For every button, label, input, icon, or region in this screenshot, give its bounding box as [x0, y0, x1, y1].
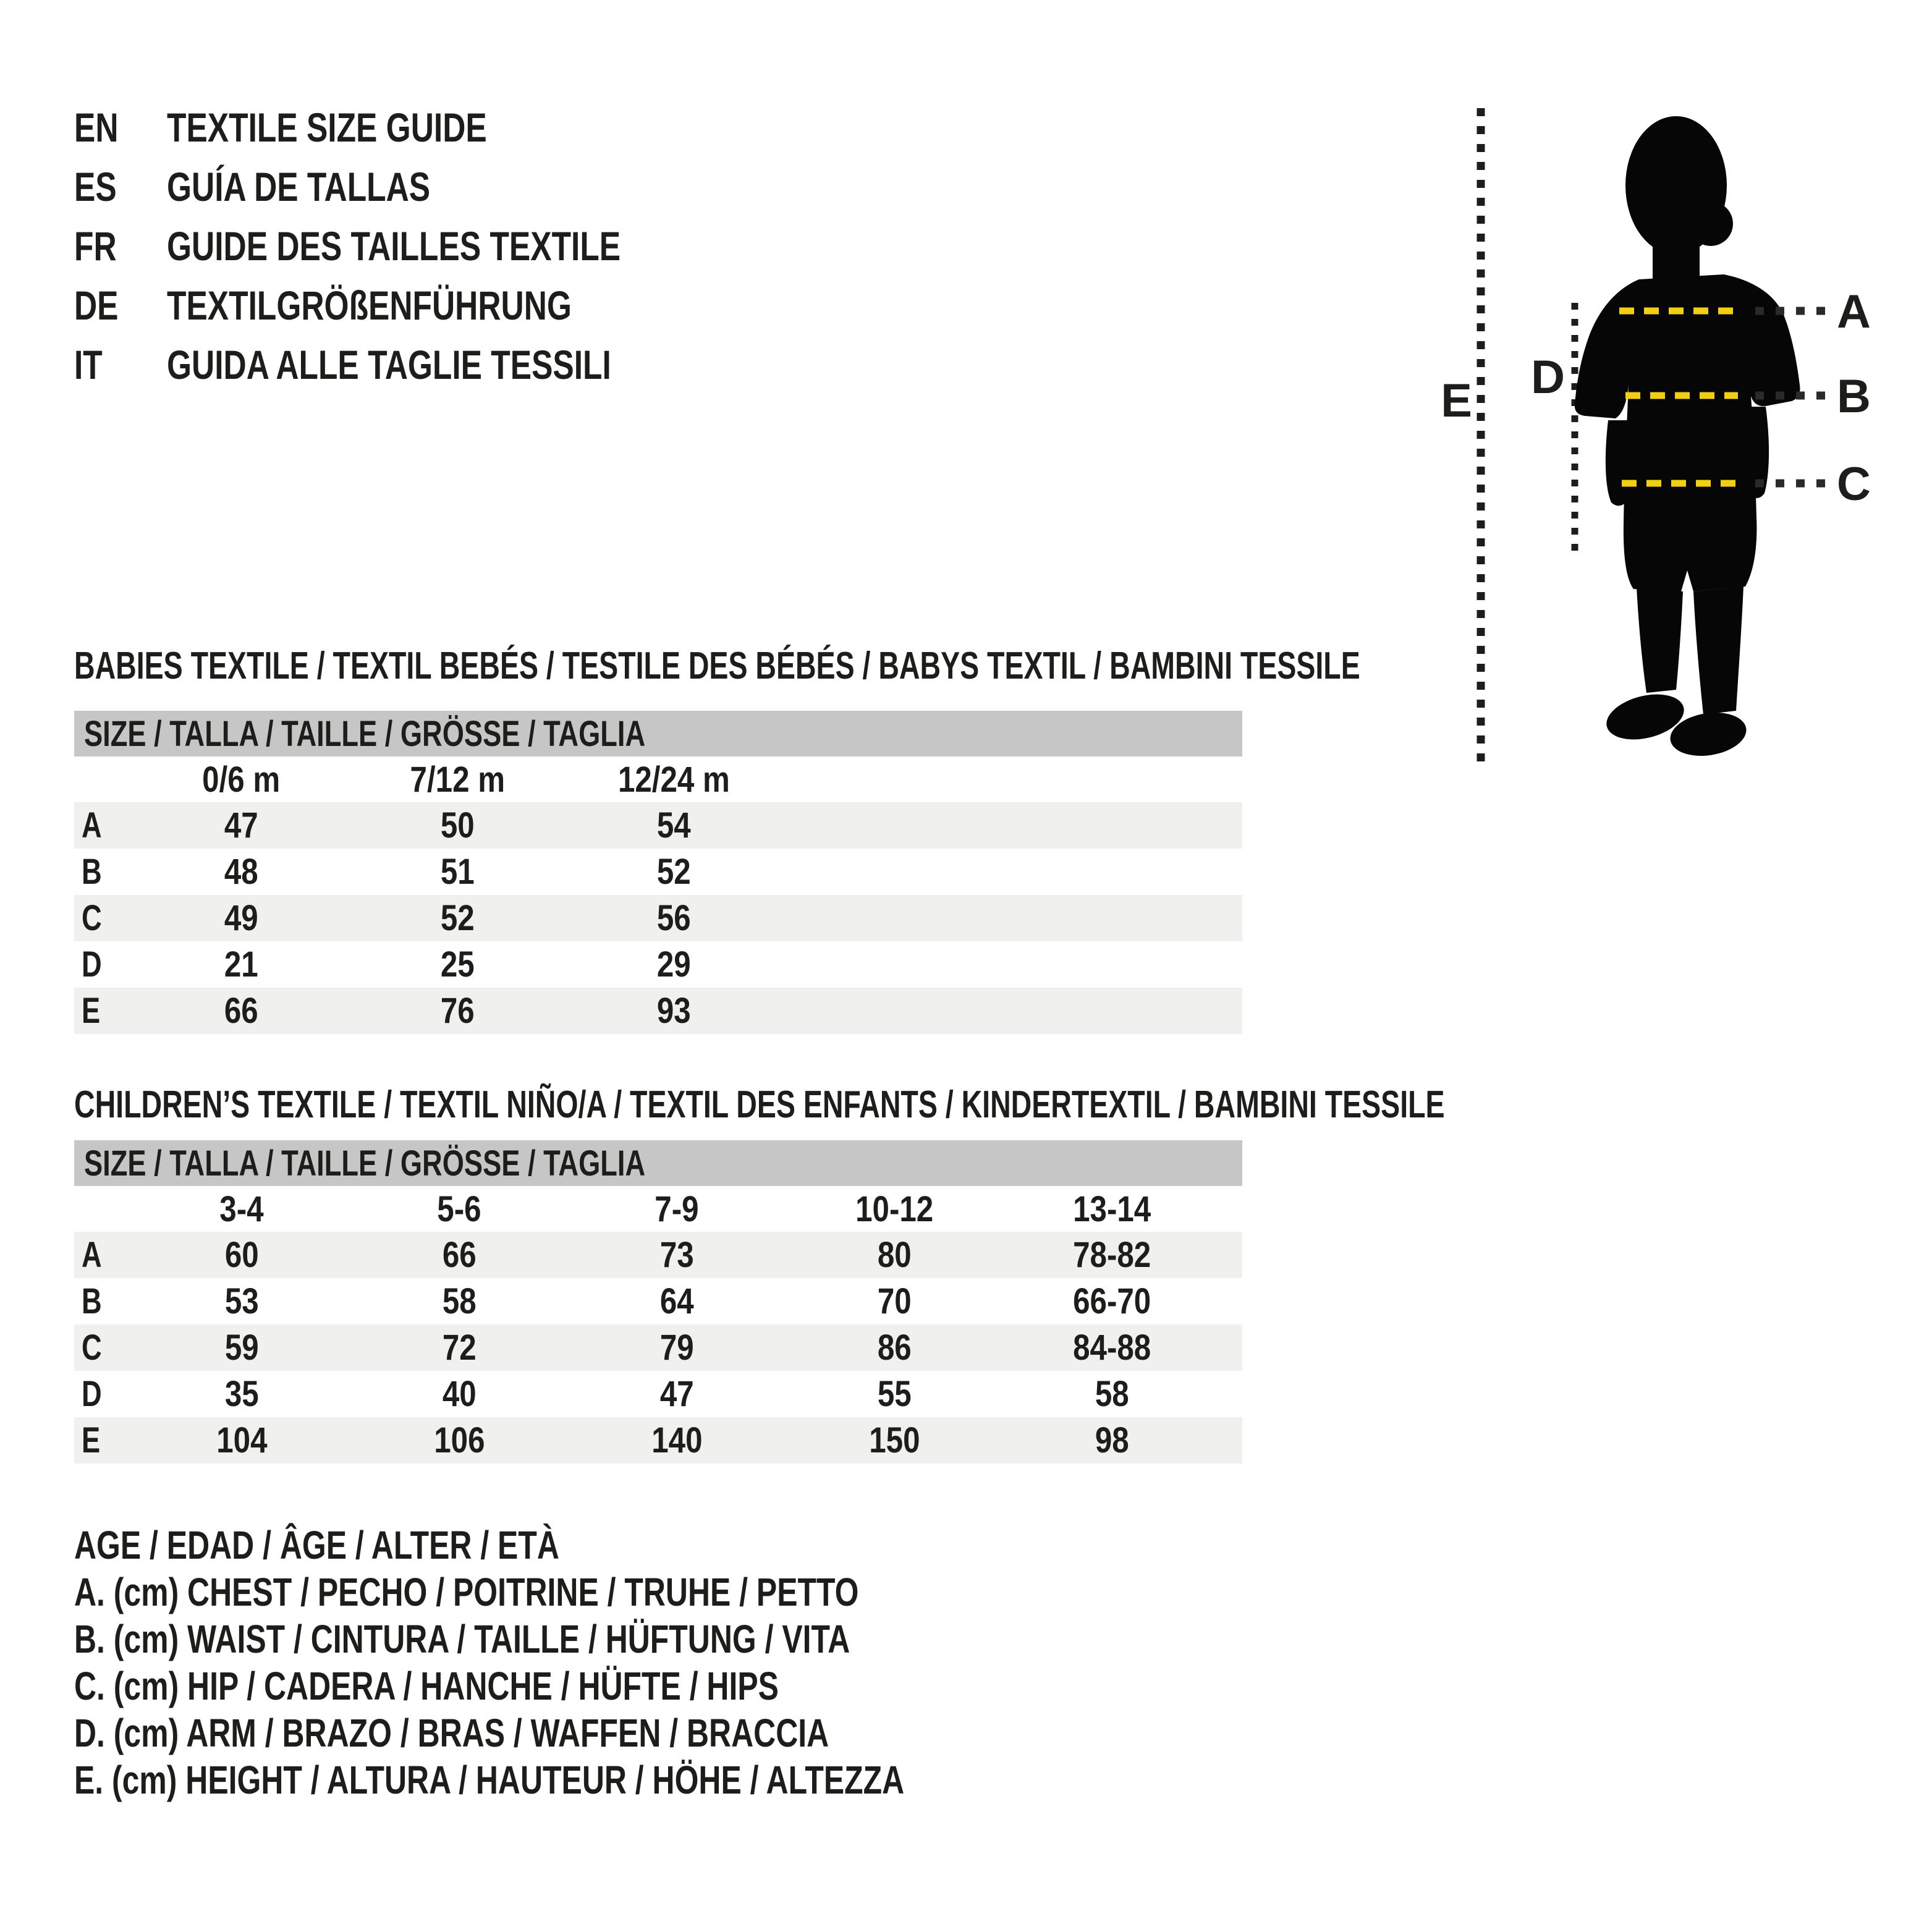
value-cell: [566, 944, 782, 985]
row-label-text: D: [82, 1374, 102, 1414]
value-cell: [786, 1373, 1003, 1415]
babies-row-a: [74, 802, 1242, 849]
row-label-text: A: [82, 1235, 102, 1275]
value-cell: [350, 1234, 568, 1276]
children-row-d: [74, 1371, 1242, 1417]
value-cell: [568, 1373, 786, 1415]
column-header-text: 7/12 m: [410, 759, 505, 800]
value-cell: [786, 1420, 1003, 1461]
language-code: [74, 216, 167, 276]
value-text: 35: [224, 1374, 259, 1414]
value-cell: [786, 1234, 1003, 1276]
value-text: 52: [440, 898, 475, 938]
row-label: [74, 1234, 133, 1276]
column-header-text: 13-14: [1072, 1188, 1151, 1229]
value-cell: [350, 1373, 568, 1415]
column-header-text: 7-9: [655, 1188, 699, 1229]
value-cell: [568, 1420, 786, 1461]
legend-line-text: B. (cm) WAIST / CINTURA / TAILLE / HÜFTUNG / VITA: [74, 1617, 850, 1661]
children-column-header-row: [74, 1186, 1242, 1232]
row-label-text: D: [82, 944, 102, 985]
legend-line-text: D. (cm) ARM / BRAZO / BRAS / WAFFEN / BRACCIA: [74, 1711, 829, 1755]
value-cell: [568, 1281, 786, 1322]
language-code-text: DE: [74, 282, 119, 328]
babies-row-e: [74, 988, 1242, 1034]
language-code: [74, 335, 167, 394]
value-cell: [566, 805, 782, 846]
value-text: 64: [659, 1281, 694, 1321]
value-cell: [566, 990, 782, 1032]
language-code-text: FR: [74, 223, 117, 269]
legend-line-hip: [74, 1663, 1138, 1710]
value-cell: [133, 1420, 350, 1461]
measurement-legend: [74, 1522, 1138, 1803]
value-cell: [133, 1373, 350, 1415]
column-header-text: 3-4: [219, 1188, 264, 1229]
column-header-text: 0/6 m: [201, 759, 281, 800]
babies-table-header-bar: [74, 711, 1242, 756]
children-row-b: [74, 1278, 1242, 1324]
value-text: 54: [656, 805, 691, 845]
value-text: 78-82: [1072, 1235, 1151, 1275]
row-label-text: B: [82, 1281, 102, 1321]
measure-label-e: E: [1441, 375, 1472, 427]
children-column-header-2: [568, 1188, 786, 1230]
value-text: 58: [442, 1281, 477, 1321]
silhouette-hair: [1688, 201, 1733, 246]
language-code: [74, 157, 167, 216]
language-row-es: [74, 157, 748, 216]
language-code-text: EN: [74, 104, 119, 150]
column-header-text: 12/24 m: [617, 759, 730, 800]
legend-line-age: [74, 1522, 1138, 1569]
value-cell: [1003, 1327, 1221, 1368]
babies-column-header-1: [349, 759, 566, 800]
language-code-text: IT: [74, 342, 103, 388]
value-text: 86: [877, 1328, 912, 1368]
value-cell: [350, 1281, 568, 1322]
value-cell: [133, 1327, 350, 1368]
children-column-header-4: [1003, 1188, 1221, 1230]
guide-title: [167, 157, 504, 216]
babies-section-title: [74, 644, 1789, 688]
value-text: 66-70: [1072, 1281, 1151, 1321]
arm-measure-line-d: [1531, 303, 1575, 553]
value-cell: [349, 990, 566, 1032]
value-text: 29: [656, 944, 691, 985]
babies-column-header-2: [566, 759, 782, 800]
value-text: 55: [877, 1374, 912, 1414]
value-text: 50: [440, 805, 475, 845]
row-label: [74, 944, 133, 985]
legend-line-text: AGE / EDAD / ÂGE / ALTER / ETÀ: [74, 1523, 559, 1567]
children-row-e: [74, 1417, 1242, 1464]
guide-title: [167, 276, 686, 335]
guide-title-text: GUÍA DE TALLAS: [167, 164, 431, 210]
language-row-fr: [74, 216, 748, 276]
children-column-header-3: [786, 1188, 1003, 1230]
value-cell: [786, 1327, 1003, 1368]
value-cell: [568, 1234, 786, 1276]
value-cell: [786, 1281, 1003, 1322]
row-label: [74, 1327, 133, 1368]
value-text: 140: [651, 1420, 703, 1460]
row-label: [74, 1373, 133, 1415]
babies-section-title-text: BABIES TEXTILE / TEXTIL BEBÉS / TESTILE DES BÉBÉS / BABYS TEXTIL / BAMBINI TESSILE: [74, 645, 1360, 687]
legend-line-text: E. (cm) HEIGHT / ALTURA / HAUTEUR / HÖHE / ALTEZZA: [74, 1758, 905, 1802]
guide-title: [167, 98, 577, 157]
value-text: 48: [224, 852, 258, 892]
value-cell: [133, 990, 349, 1032]
value-cell: [1003, 1420, 1221, 1461]
value-cell: [133, 944, 349, 985]
children-column-header-1: [350, 1188, 568, 1230]
legend-line-text: C. (cm) HIP / CADERA / HANCHE / HÜFTE / HIPS: [74, 1664, 779, 1708]
children-size-header-text: SIZE / TALLA / TAILLE / GRÖSSE / TAGLIA: [84, 1143, 646, 1184]
legend-line-chest: [74, 1569, 1138, 1616]
language-code-text: ES: [74, 164, 117, 210]
guide-title-text: GUIDE DES TAILLES TEXTILE: [167, 223, 621, 269]
value-text: 79: [659, 1328, 694, 1368]
value-text: 70: [877, 1281, 912, 1321]
language-row-it: [74, 335, 748, 394]
children-section-title-text: CHILDREN’S TEXTILE / TEXTIL NIÑO/A / TEXTIL DES ENFANTS / KINDERTEXTIL / BAMBINI TESSILE: [74, 1083, 1445, 1126]
language-code: [74, 276, 167, 335]
babies-size-header-text: SIZE / TALLA / TAILLE / GRÖSSE / TAGLIA: [84, 713, 646, 754]
guide-title-text: GUIDA ALLE TAGLIE TESSILI: [167, 342, 611, 388]
value-text: 49: [224, 898, 258, 938]
column-header-text: 10-12: [855, 1188, 934, 1229]
guide-title: [167, 216, 748, 276]
legend-line-arm: [74, 1710, 1138, 1756]
value-text: 40: [442, 1374, 477, 1414]
row-label: [74, 1281, 133, 1322]
guide-title-text: TEXTILE SIZE GUIDE: [167, 104, 487, 150]
value-text: 73: [659, 1235, 694, 1275]
value-text: 106: [433, 1420, 485, 1460]
value-text: 84-88: [1072, 1328, 1151, 1368]
value-cell: [1003, 1281, 1221, 1322]
row-label-text: C: [82, 1328, 102, 1368]
legend-line-waist: [74, 1616, 1138, 1663]
value-text: 98: [1095, 1420, 1129, 1460]
language-row-en: [74, 98, 748, 157]
children-column-header-0: [133, 1188, 350, 1230]
measure-label-b: B: [1837, 370, 1871, 423]
value-text: 76: [440, 991, 475, 1031]
value-text: 58: [1095, 1374, 1129, 1414]
guide-title: [167, 335, 737, 394]
value-text: 60: [224, 1235, 259, 1275]
language-code: [74, 98, 167, 157]
babies-row-d: [74, 941, 1242, 988]
value-text: 150: [868, 1420, 920, 1460]
value-cell: [349, 897, 566, 939]
value-text: 53: [224, 1281, 259, 1321]
row-label-text: E: [82, 991, 101, 1031]
value-text: 21: [224, 944, 258, 985]
row-label: [74, 897, 133, 939]
value-cell: [133, 805, 349, 846]
legend-line-height: [74, 1756, 1138, 1803]
value-cell: [133, 897, 349, 939]
guide-title-text: TEXTILGRÖßENFÜHRUNG: [167, 282, 572, 328]
row-label-text: B: [82, 852, 102, 892]
value-text: 56: [656, 898, 691, 938]
children-size-table: [74, 1140, 1242, 1464]
children-row-c: [74, 1324, 1242, 1371]
measurement-figure: [1360, 62, 1932, 865]
silhouette-left-hand: [1606, 420, 1629, 506]
value-cell: [133, 1281, 350, 1322]
value-text: 47: [659, 1374, 694, 1414]
measure-label-c: C: [1837, 458, 1871, 511]
row-label-text: E: [82, 1420, 101, 1460]
babies-row-b: [74, 849, 1242, 895]
language-title-list: [74, 98, 748, 394]
babies-row-c: [74, 895, 1242, 941]
value-cell: [349, 851, 566, 892]
language-row-de: [74, 276, 748, 335]
measure-label-d: D: [1531, 351, 1565, 404]
babies-column-header-row: [74, 756, 1242, 802]
row-label: [74, 990, 133, 1032]
value-text: 72: [442, 1328, 477, 1368]
row-label: [74, 805, 133, 846]
value-cell: [1003, 1373, 1221, 1415]
value-text: 104: [216, 1420, 268, 1460]
children-row-a: [74, 1232, 1242, 1278]
value-text: 80: [877, 1235, 912, 1275]
babies-column-header-0: [133, 759, 349, 800]
value-text: 47: [224, 805, 258, 845]
value-text: 66: [224, 991, 258, 1031]
value-cell: [133, 851, 349, 892]
value-text: 25: [440, 944, 475, 985]
value-cell: [568, 1327, 786, 1368]
children-section-title: [74, 1083, 1902, 1127]
value-text: 93: [656, 991, 691, 1031]
row-label-text: C: [82, 898, 102, 938]
value-cell: [566, 897, 782, 939]
value-cell: [350, 1327, 568, 1368]
value-cell: [566, 851, 782, 892]
value-text: 51: [440, 852, 475, 892]
row-label: [74, 1420, 133, 1461]
legend-line-text: A. (cm) CHEST / PECHO / POITRINE / TRUHE / PETTO: [74, 1570, 859, 1614]
row-label-text: A: [82, 805, 102, 845]
value-cell: [349, 805, 566, 846]
value-cell: [350, 1420, 568, 1461]
value-text: 59: [224, 1328, 259, 1368]
value-text: 52: [656, 852, 691, 892]
children-table-header-bar: [74, 1140, 1242, 1186]
measure-label-a: A: [1837, 286, 1871, 338]
value-cell: [133, 1234, 350, 1276]
value-cell: [1003, 1234, 1221, 1276]
column-header-text: 5-6: [437, 1188, 481, 1229]
value-cell: [349, 944, 566, 985]
row-label: [74, 851, 133, 892]
babies-size-table: [74, 711, 1242, 1034]
value-text: 66: [442, 1235, 477, 1275]
